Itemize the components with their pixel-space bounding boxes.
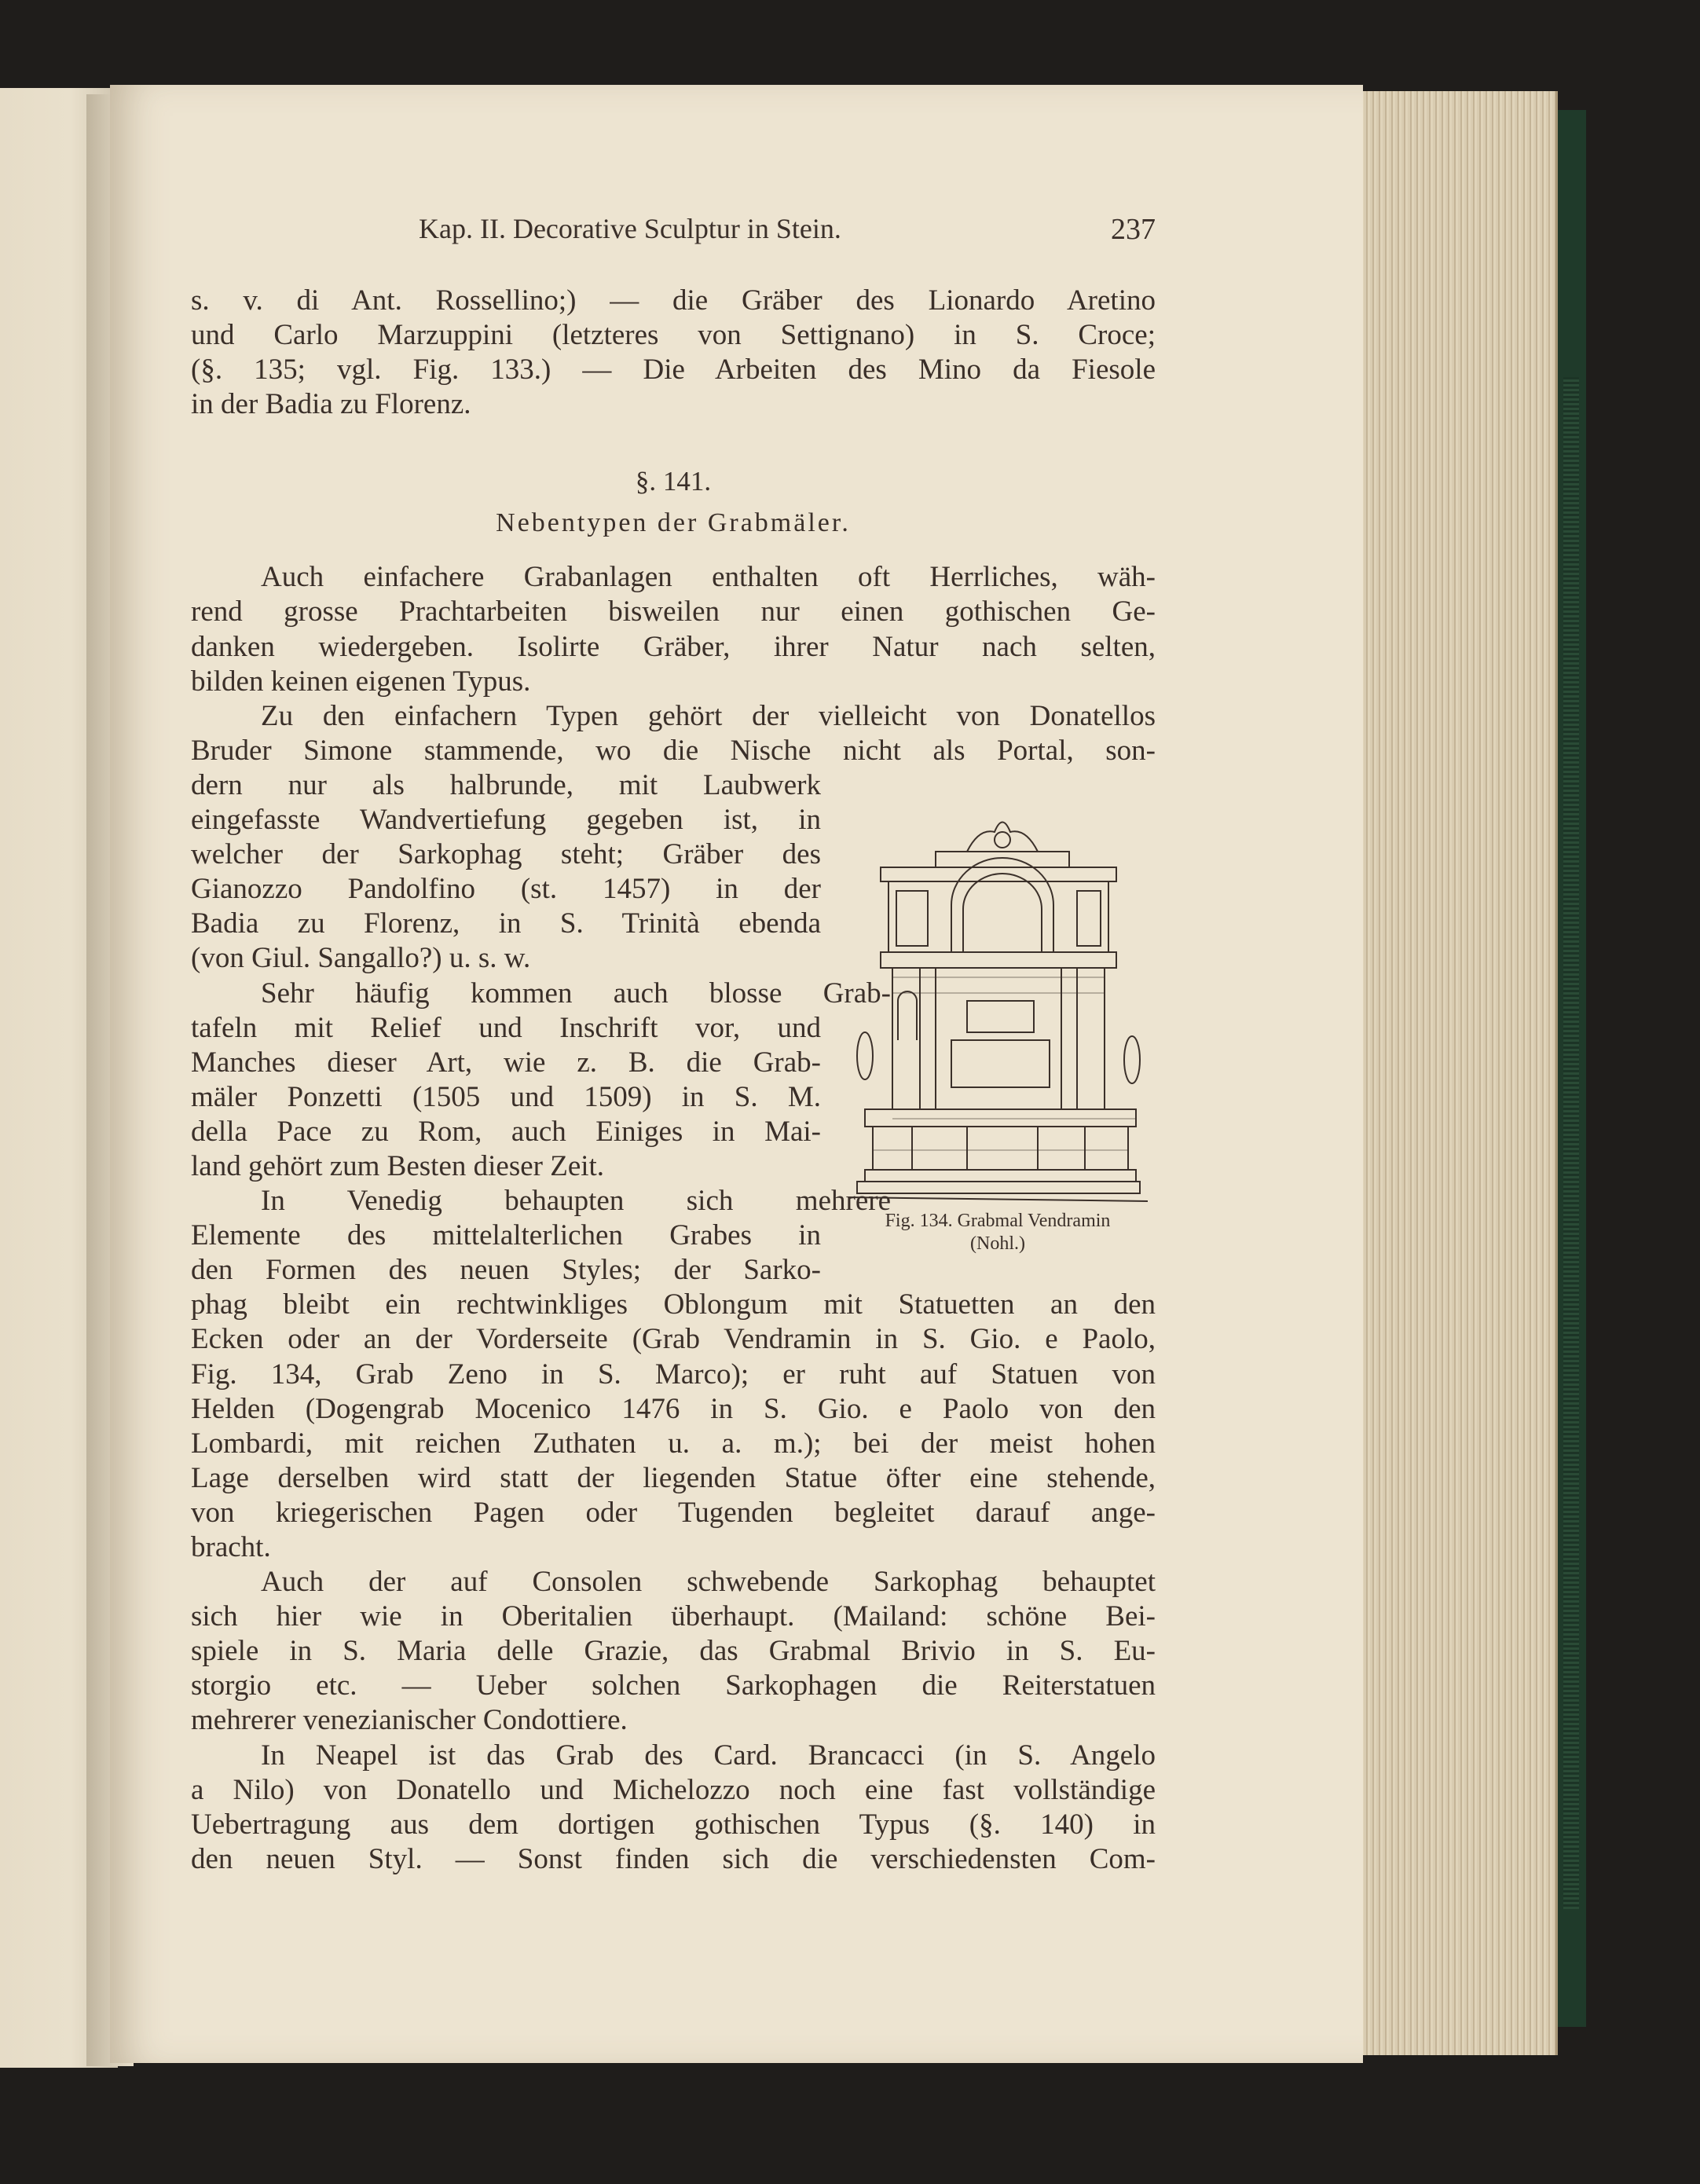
page-edges <box>1357 91 1558 2055</box>
cover-spine-texture <box>1563 377 1579 1909</box>
text-line: Bruder Simone stammende, wo die Nische nicht als Portal, son- <box>191 734 1156 767</box>
text-line: bilden keinen eigenen Typus. <box>191 665 531 698</box>
figure-grabmal-vendramin <box>849 804 1148 1205</box>
text-line: Ecken oder an der Vorderseite (Grab Vendramin in S. Gio. e Paolo, <box>191 1323 1156 1356</box>
running-header <box>191 212 1156 247</box>
text-line: In Neapel ist das Grab des Card. Brancacci (in S. Angelo <box>261 1739 1156 1772</box>
section-number: §. 141. <box>635 466 712 497</box>
text-line: den neuen Styl. — Sonst finden sich die verschiedensten Com- <box>191 1842 1156 1875</box>
tomb-illustration <box>849 804 1148 1205</box>
text-line: Fig. 134, Grab Zeno in S. Marco); er ruht auf Statuen von <box>191 1358 1156 1391</box>
page-number: 237 <box>1111 213 1156 246</box>
text-line: Elemente des mittelalterlichen Grabes in <box>191 1219 821 1252</box>
text-line: welcher der Sarkophag steht; Gräber des <box>191 838 821 871</box>
text-line: danken wiedergeben. Isolirte Gräber, ihrer Natur nach selten, <box>191 630 1156 663</box>
text-line: mehrerer venezianischer Condottiere. <box>191 1704 628 1737</box>
text-line: rend grosse Prachtarbeiten bisweilen nur einen gothischen Ge- <box>191 595 1156 628</box>
text-line: Sehr häufig kommen auch blosse Grab- <box>261 977 891 1010</box>
text-line: a Nilo) von Donatello und Michelozzo noch eine fast vollständige <box>191 1773 1156 1806</box>
figure-caption <box>841 1210 1155 1255</box>
text-line: phag bleibt ein rechtwinkliges Oblongum mit Statuetten an den <box>191 1288 1156 1321</box>
text-line: von kriegerischen Pagen oder Tugenden begleitet darauf ange- <box>191 1496 1156 1529</box>
text-line: Lombardi, mit reichen Zuthaten u. a. m.); bei der meist hohen <box>191 1427 1156 1460</box>
text-line: Manches dieser Art, wie z. B. die Grab- <box>191 1046 821 1079</box>
text-line: s. v. di Ant. Rossellino;) — die Gräber des Lionardo Aretino <box>191 284 1156 317</box>
text-line: della Pace zu Rom, auch Einiges in Mai- <box>191 1115 821 1148</box>
text-line: Badia zu Florenz, in S. Trinità ebenda <box>191 907 821 940</box>
text-line: tafeln mit Relief und Inschrift vor, und <box>191 1011 821 1044</box>
text-line: dern nur als halbrunde, mit Laubwerk <box>191 768 821 801</box>
intro-paragraph <box>191 284 1156 422</box>
figure-caption-title: Fig. 134. Grabmal Vendramin <box>885 1211 1111 1231</box>
text-line: In Venedig behaupten sich mehrere <box>261 1185 891 1218</box>
text-line: spiele in S. Maria delle Grazie, das Grabmal Brivio in S. Eu- <box>191 1635 1156 1668</box>
figure-caption-credit: (Nohl.) <box>970 1233 1025 1254</box>
text-line: und Carlo Marzuppini (letzteres von Settignano) in S. Croce; <box>191 319 1156 352</box>
text-line: Uebertragung aus dem dortigen gothischen Typus (§. 140) in <box>191 1808 1156 1841</box>
text-line: mäler Ponzetti (1505 und 1509) in S. M. <box>191 1080 821 1113</box>
text-line: land gehört zum Besten dieser Zeit. <box>191 1149 605 1182</box>
text-line: storgio etc. — Ueber solchen Sarkophagen die Reiterstatuen <box>191 1669 1156 1702</box>
text-line: Lage derselben wird statt der liegenden Statue öfter eine stehende, <box>191 1461 1156 1494</box>
text-line: sich hier wie in Oberitalien überhaupt. (Mailand: schöne Bei- <box>191 1600 1156 1633</box>
text-line: den Formen des neuen Styles; der Sarko- <box>191 1254 821 1287</box>
text-line: Zu den einfachern Typen gehört der vielleicht von Donatellos <box>261 699 1156 732</box>
text-line: (§. 135; vgl. Fig. 133.) — Die Arbeiten des Mino da Fiesole <box>191 354 1156 387</box>
text-line: Auch der auf Consolen schwebende Sarkophag behauptet <box>261 1566 1156 1599</box>
text-line: Gianozzo Pandolfino (st. 1457) in der <box>191 873 821 906</box>
text-line: eingefasste Wandvertiefung gegeben ist, in <box>191 804 821 837</box>
text-line: Helden (Dogengrab Mocenico 1476 in S. Gio. e Paolo von den <box>191 1392 1156 1425</box>
text-line: in der Badia zu Florenz. <box>191 388 471 421</box>
section-title: Nebentypen der Grabmäler. <box>496 508 851 538</box>
running-title: Kap. II. Decorative Sculptur in Stein. <box>419 213 841 244</box>
text-line: Auch einfachere Grabanlagen enthalten oft Herrliches, wäh- <box>261 561 1156 594</box>
text-line: (von Giul. Sangallo?) u. s. w. <box>191 942 531 975</box>
text-line: bracht. <box>191 1531 271 1563</box>
